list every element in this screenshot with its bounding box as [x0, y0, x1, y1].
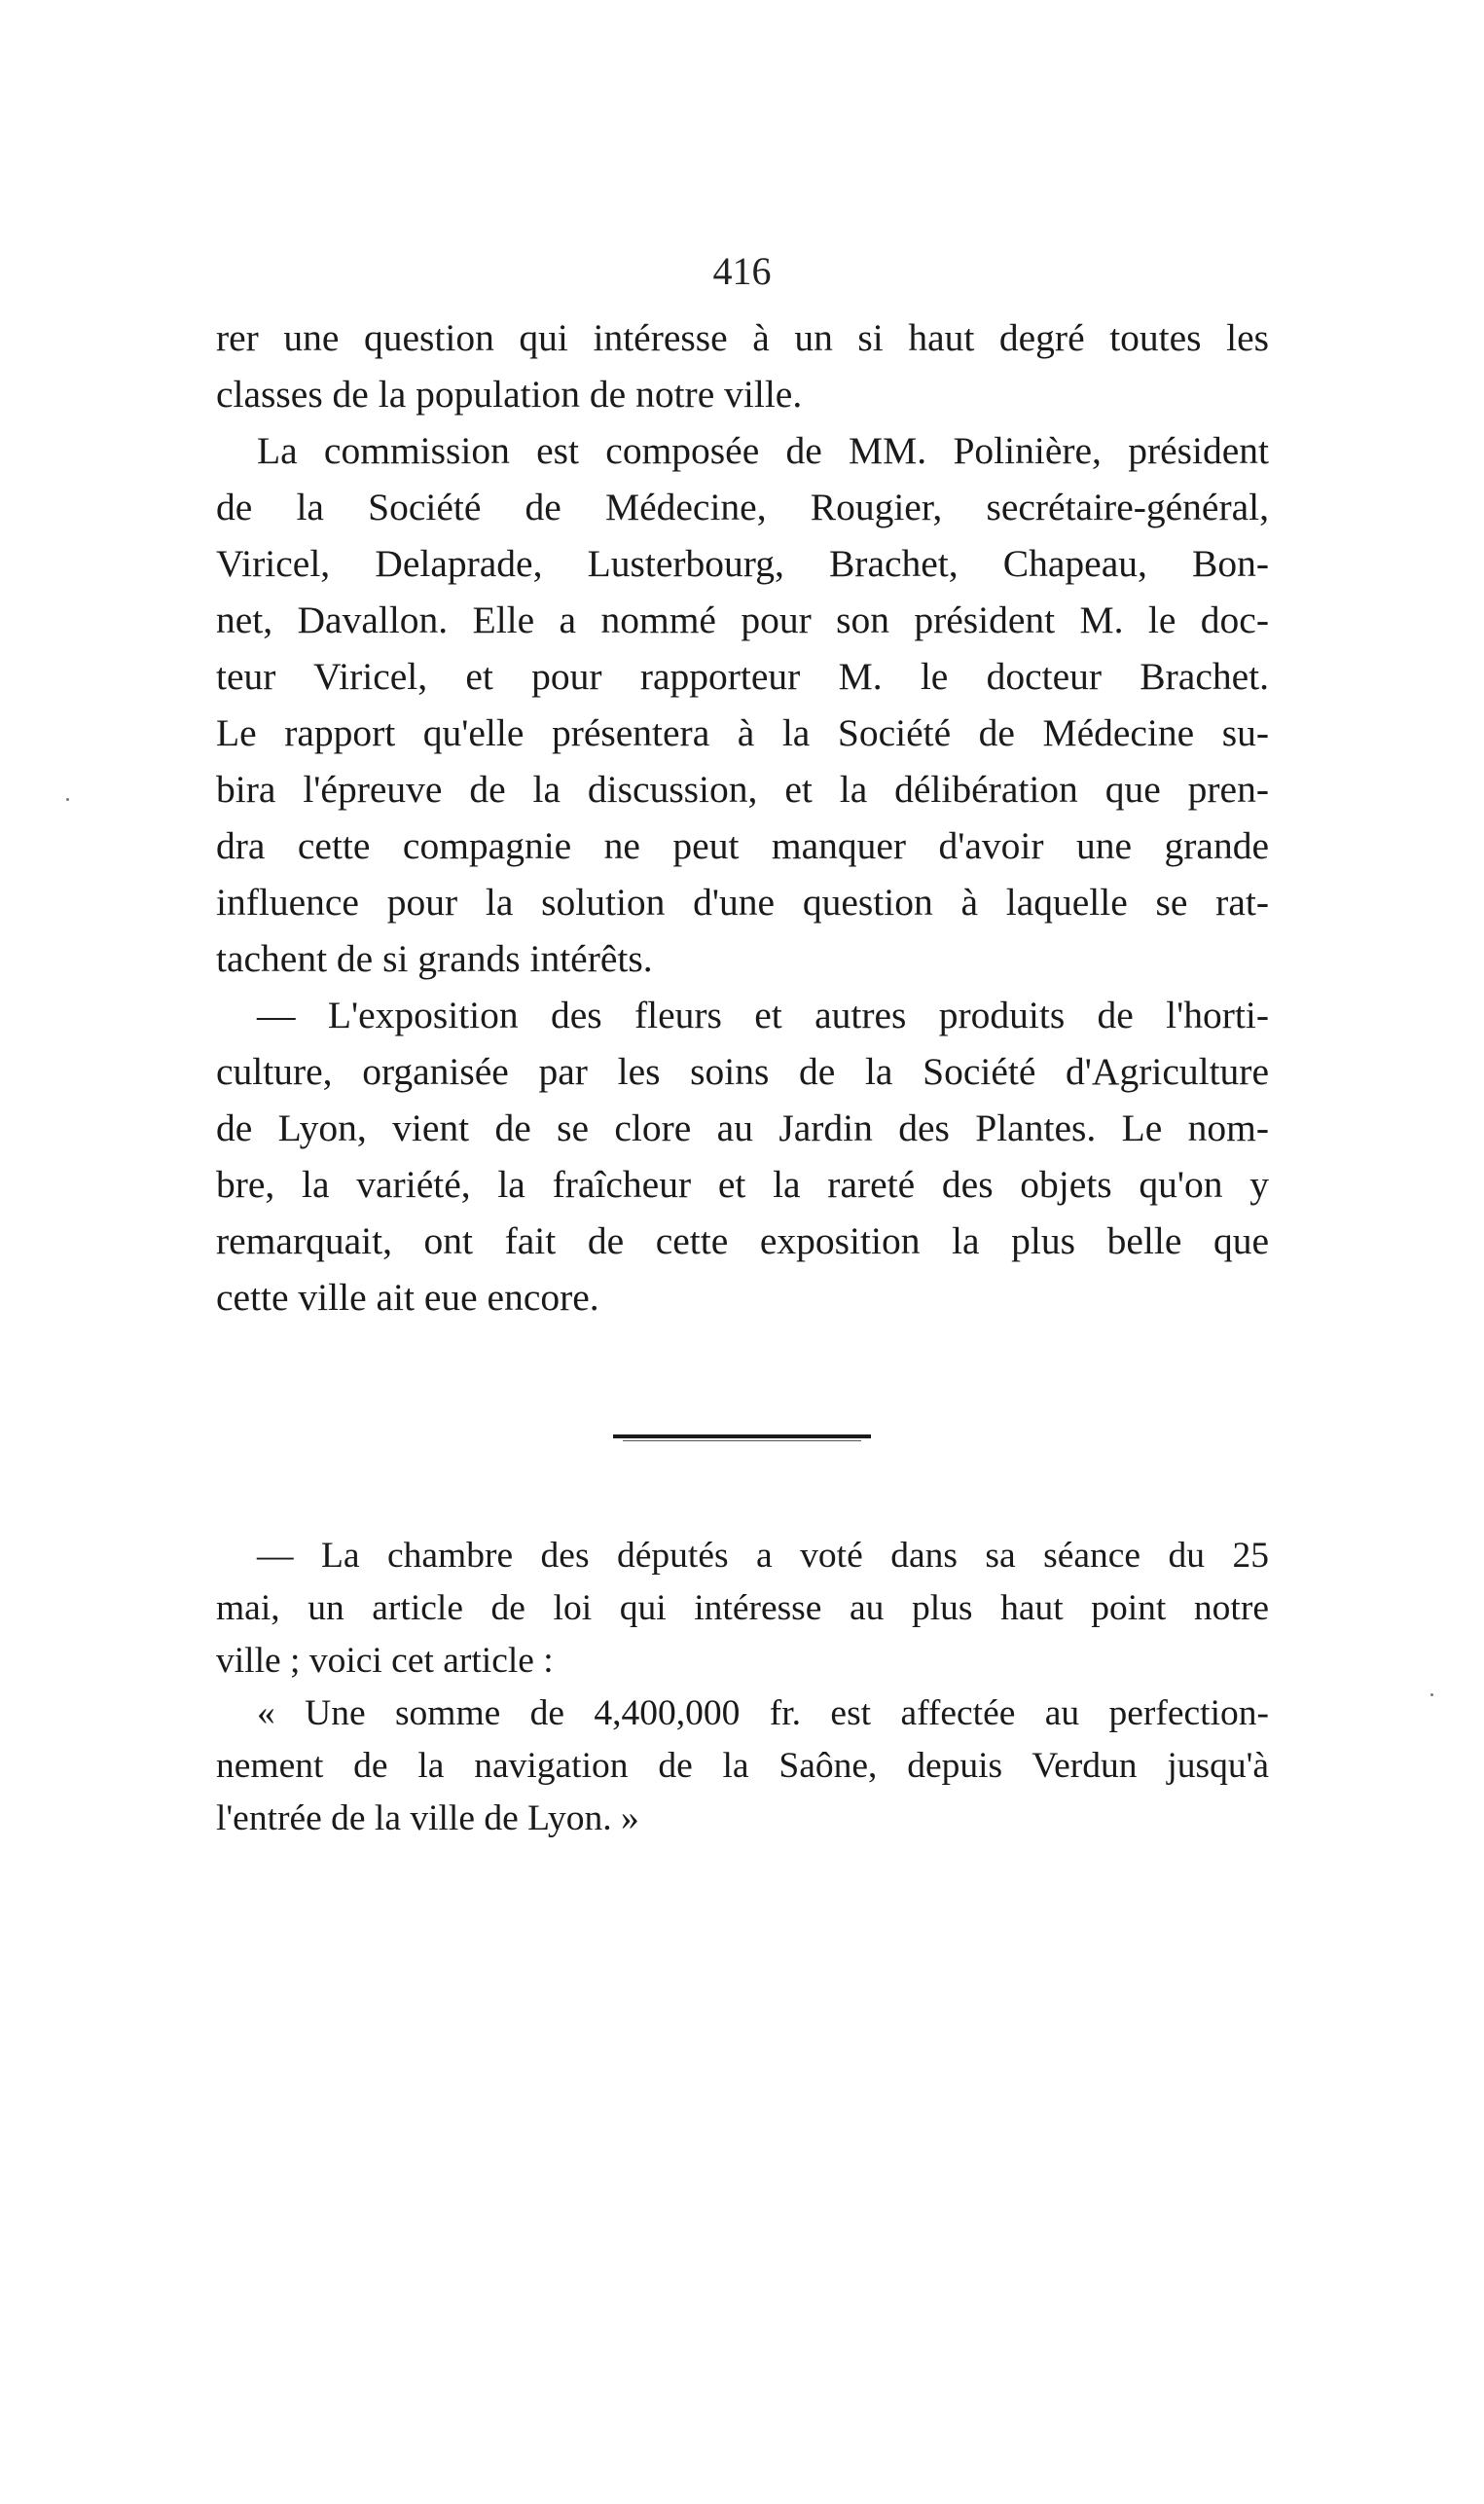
- text-line: bira l'épreuve de la discussion, et la délibération que pren-: [216, 768, 1269, 811]
- text-line: La commission est composée de MM. Polinière, président: [257, 429, 1269, 472]
- text-line: tachent de si grands intérêts.: [216, 937, 653, 980]
- text-line: — L'exposition des fleurs et autres produits de l'horti-: [257, 994, 1269, 1036]
- text-line: influence pour la solution d'une question à laquelle se rat-: [216, 881, 1269, 924]
- text-line: culture, organisée par les soins de la Société d'Agriculture: [216, 1050, 1269, 1093]
- text-line: teur Viricel, et pour rapporteur M. le docteur Brachet.: [216, 655, 1269, 698]
- text-line: ville ; voici cet article :: [216, 1641, 554, 1681]
- text-line: — La chambre des députés a voté dans sa séance du 25: [257, 1536, 1269, 1576]
- body-text-section-2: [216, 1530, 1269, 1845]
- text-line: net, Davallon. Elle a nommé pour son président M. le doc-: [216, 599, 1269, 641]
- text-line: de Lyon, vient de se clore au Jardin des Plantes. Le nom-: [216, 1107, 1269, 1149]
- text-line: mai, un article de loi qui intéresse au plus haut point notre: [216, 1588, 1269, 1628]
- text-line: « Une somme de 4,400,000 fr. est affectée au perfection-: [257, 1693, 1269, 1733]
- section-divider: [613, 1434, 871, 1438]
- text-line: rer une question qui intéresse à un si haut degré toutes les: [216, 316, 1269, 359]
- page-number: 416: [712, 249, 772, 293]
- body-text-section-1: [216, 309, 1269, 1325]
- text-line: bre, la variété, la fraîcheur et la rareté des objets qu'on y: [216, 1163, 1269, 1206]
- text-line: remarquait, ont fait de cette exposition la plus belle que: [216, 1219, 1269, 1262]
- text-line: Viricel, Delaprade, Lusterbourg, Brachet, Chapeau, Bon-: [216, 542, 1269, 585]
- text-line: Le rapport qu'elle présentera à la Société de Médecine su-: [216, 711, 1269, 754]
- text-line: de la Société de Médecine, Rougier, secrétaire-général,: [216, 486, 1269, 528]
- text-line: l'entrée de la ville de Lyon. »: [216, 1798, 639, 1838]
- text-line: cette ville ait eue encore.: [216, 1276, 599, 1319]
- text-line: classes de la population de notre ville.: [216, 373, 803, 416]
- text-line: nement de la navigation de la Saône, depuis Verdun jusqu'à: [216, 1746, 1269, 1786]
- paper-speck: [66, 798, 69, 801]
- paper-speck: [1430, 1693, 1433, 1696]
- text-line: dra cette compagnie ne peut manquer d'avoir une grande: [216, 824, 1269, 867]
